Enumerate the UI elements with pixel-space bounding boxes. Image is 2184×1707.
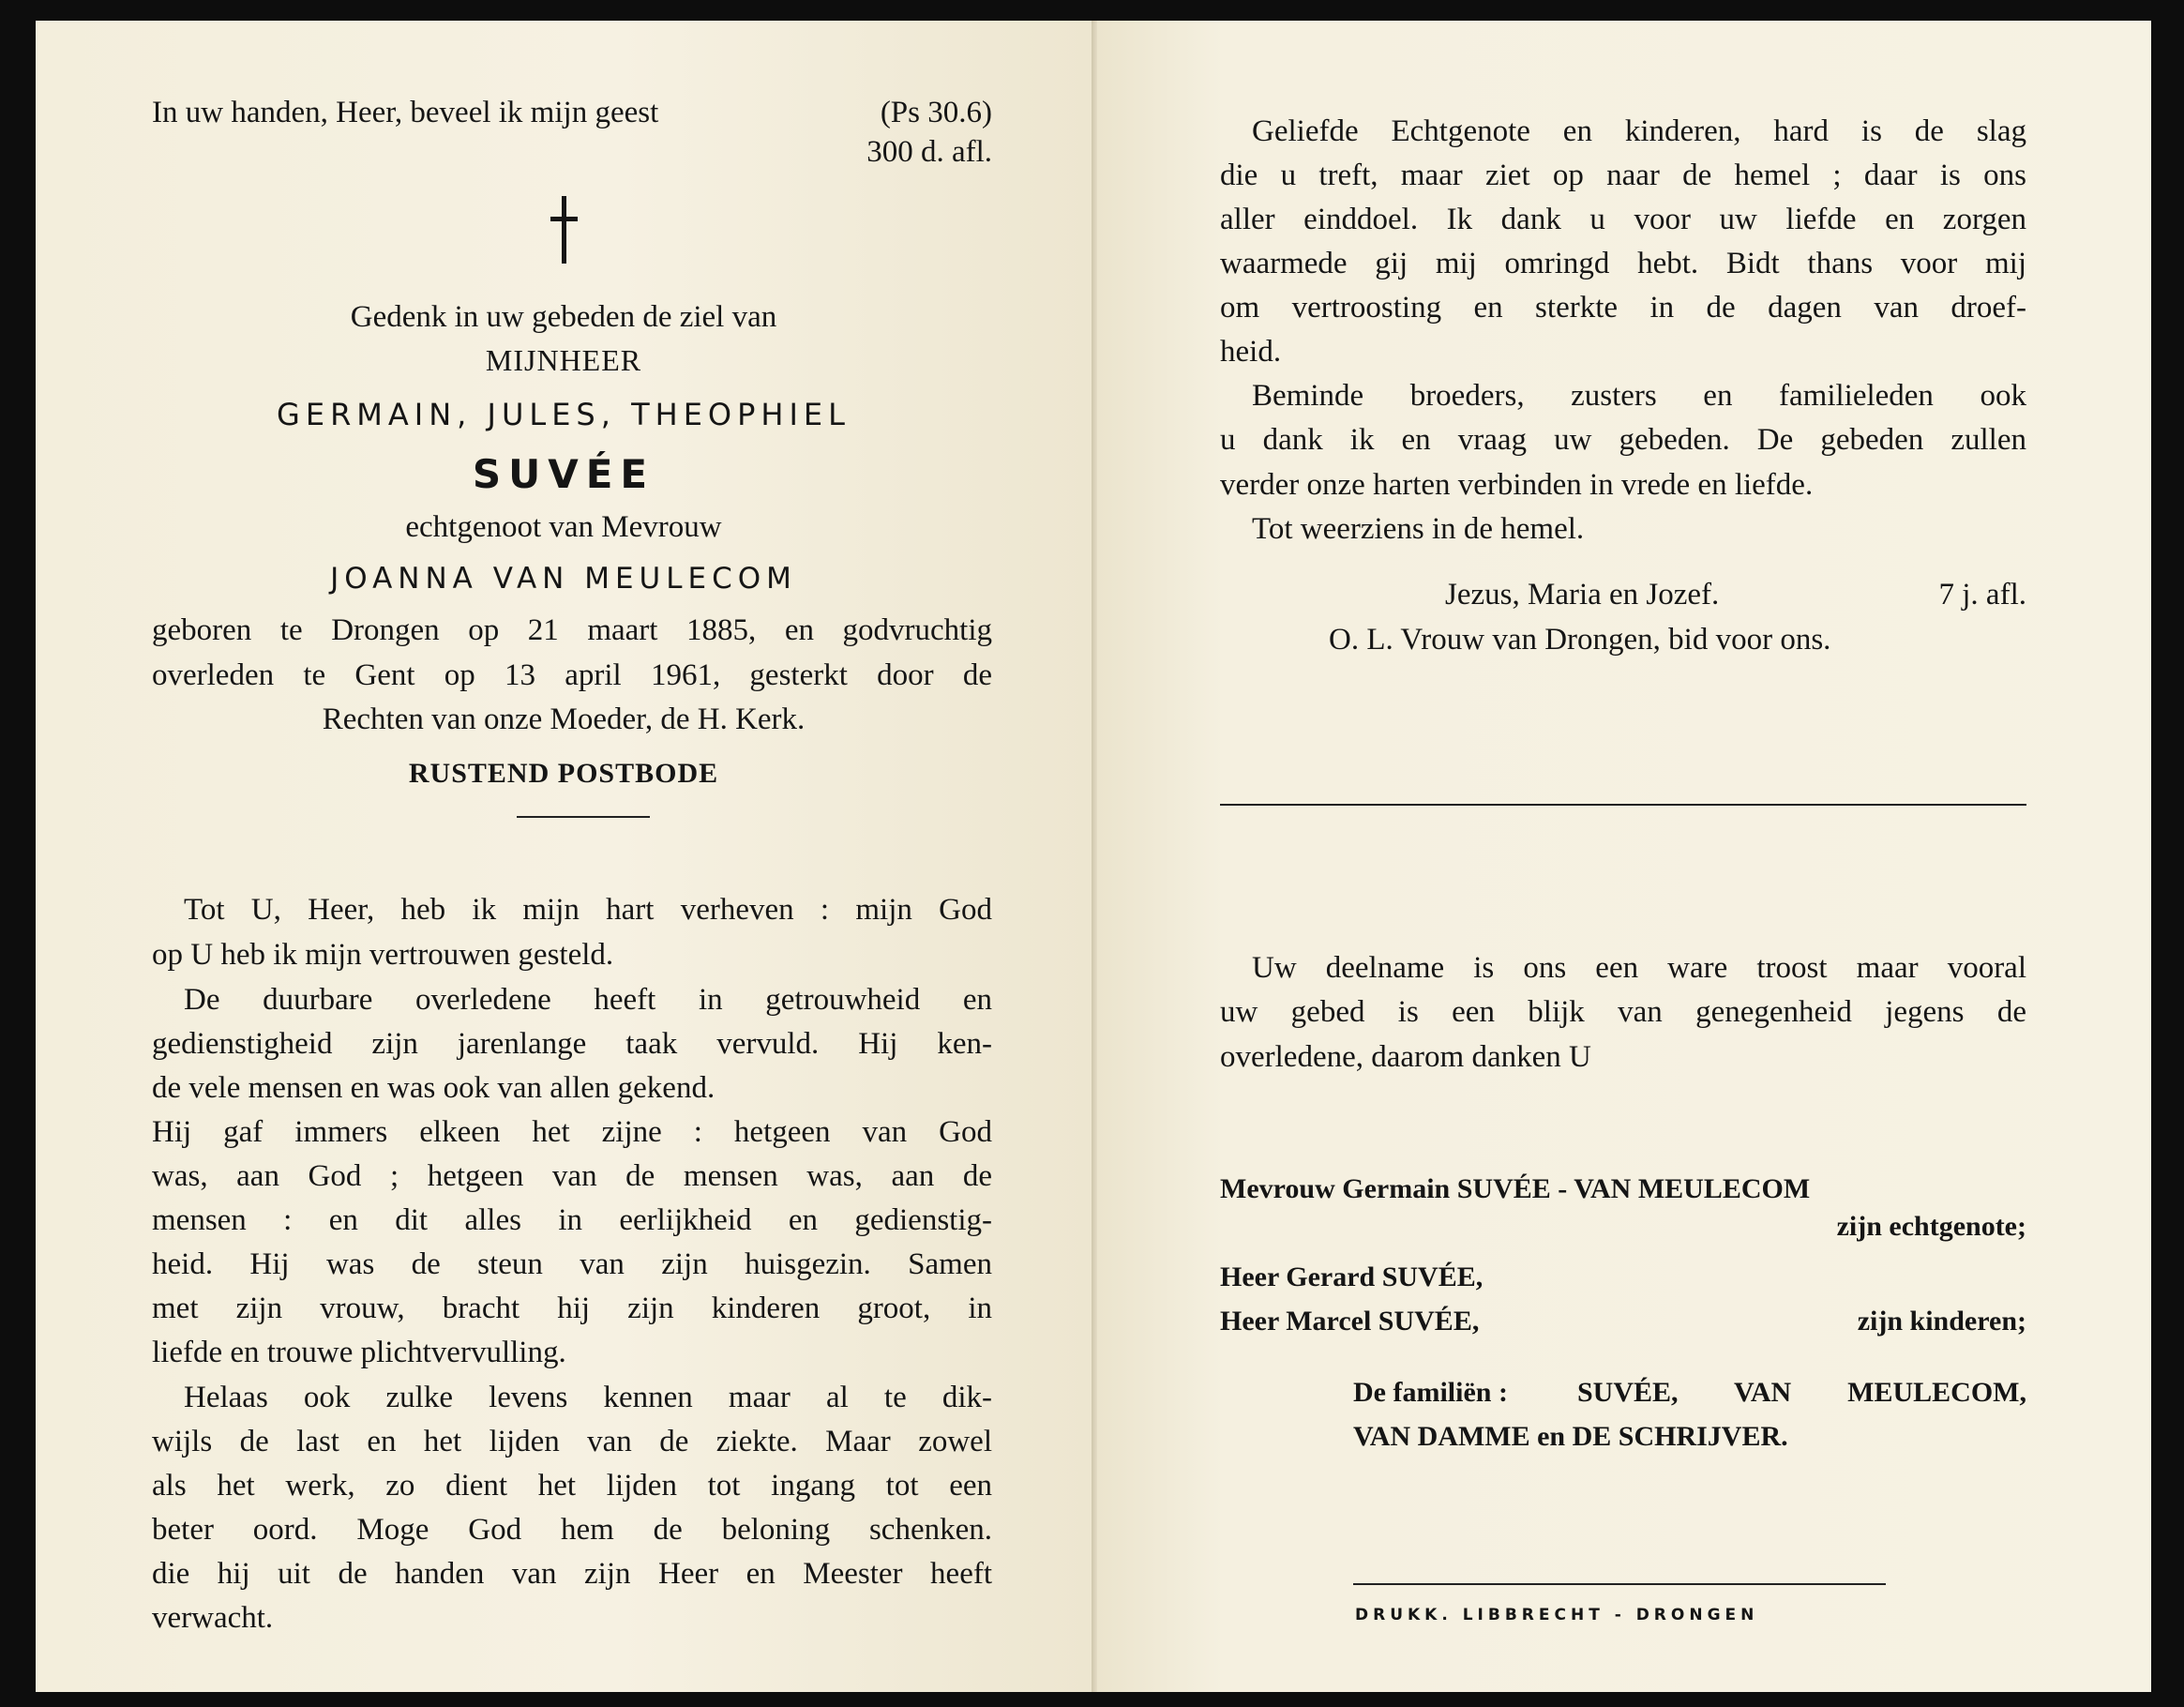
cross-icon xyxy=(545,196,582,264)
memorial-intro: Gedenk in uw gebeden de ziel van xyxy=(350,300,777,334)
farewell-line: aller einddoel. Ik dank u voor uw liefde en zorgen xyxy=(1220,203,2026,236)
body-line: Helaas ook zulke levens kennen maar al te dik- xyxy=(184,1381,992,1414)
body-line: verwacht. xyxy=(152,1601,274,1635)
printer-credit: DRUKK. LIBBRECHT - DRONGEN xyxy=(1355,1606,1759,1624)
body-line: als het werk, zo dient het lijden tot ingang tot een xyxy=(152,1469,992,1503)
body-line: gedienstigheid zijn jarenlange taak vervuld. Hij ken- xyxy=(152,1027,992,1061)
body-line: De duurbare overledene heeft in getrouwheid en xyxy=(184,983,992,1017)
children-role: zijn kinderen; xyxy=(1857,1306,2026,1337)
prayer-invocation: Jezus, Maria en Jozef. xyxy=(1445,578,1720,612)
given-names: GERMAIN, JULES, THEOPHIEL xyxy=(277,397,851,432)
divider xyxy=(1220,804,2026,806)
farewell-line: verder onze harten verbinden in vrede en liefde. xyxy=(1220,468,1814,502)
right-page xyxy=(1097,21,2151,1692)
surname: SUVÉE xyxy=(472,451,655,497)
farewell-line: die u treft, maar ziet op naar de hemel ; daar is ons xyxy=(1220,159,2026,192)
body-line: beter oord. Moge God hem de beloning schenken. xyxy=(152,1513,992,1547)
child-signature: Heer Marcel SUVÉE, xyxy=(1220,1306,1480,1337)
body-line: de vele mensen en was ook van allen gekend. xyxy=(152,1071,715,1105)
body-line: heid. Hij was de steun van zijn huisgezin. Samen xyxy=(152,1247,992,1281)
spouse-intro: echtgenoot van Mevrouw xyxy=(405,510,722,544)
epigraph-indulgence: 300 d. afl. xyxy=(866,135,992,169)
child-signature: Heer Gerard SUVÉE, xyxy=(1220,1261,1484,1292)
prayer-line: O. L. Vrouw van Drongen, bid voor ons. xyxy=(1329,623,1831,657)
divider xyxy=(1353,1583,1886,1585)
occupation: RUSTEND POSTBODE xyxy=(408,758,719,789)
left-page xyxy=(36,21,1092,1692)
prayer-indulgence: 7 j. afl. xyxy=(1938,578,2026,612)
body-line: liefde en trouwe plichtvervulling. xyxy=(152,1336,566,1369)
life-line: Rechten van onze Moeder, de H. Kerk. xyxy=(322,702,806,736)
thanks-line: overledene, daarom danken U xyxy=(1220,1040,1591,1074)
farewell-line: u dank ik en vraag uw gebeden. De gebeden zullen xyxy=(1220,423,2026,457)
body-line: was, aan God ; hetgeen van de mensen was, aan de xyxy=(152,1159,992,1193)
families-label: De familiën : xyxy=(1353,1377,1508,1408)
epigraph-text: In uw handen, Heer, beveel ik mijn geest xyxy=(152,96,659,129)
families-list: SUVÉE, VAN MEULECOM, xyxy=(1577,1377,2026,1408)
spouse-name: JOANNA VAN MEULECOM xyxy=(330,562,797,596)
body-line: mensen : en dit alles in eerlijkheid en gedienstig- xyxy=(152,1203,992,1237)
epigraph-reference: (Ps 30.6) xyxy=(880,96,992,129)
thanks-line: Uw deelname is ons een ware troost maar vooral xyxy=(1252,951,2026,985)
divider xyxy=(517,816,650,818)
spouse-role: zijn echtgenote; xyxy=(1836,1211,2026,1242)
farewell-line: Geliefde Echtgenote en kinderen, hard is de slag xyxy=(1252,114,2026,148)
farewell-line: heid. xyxy=(1220,335,1282,369)
body-line: wijls de last en het lijden van de ziekte. Maar zowel xyxy=(152,1425,992,1458)
honorific: MIJNHEER xyxy=(485,343,642,377)
body-line: op U heb ik mijn vertrouwen gesteld. xyxy=(152,938,614,972)
farewell-line: waarmede gij mij omringd hebt. Bidt thans voor mij xyxy=(1220,247,2026,280)
farewell-line: Beminde broeders, zusters en familieleden ook xyxy=(1252,379,2026,413)
life-line: geboren te Drongen op 21 maart 1885, en godvruchtig xyxy=(152,613,992,647)
body-line: Hij gaf immers elkeen het zijne : hetgeen van God xyxy=(152,1115,992,1149)
thanks-line: uw gebed is een blijk van genegenheid jegens de xyxy=(1220,995,2026,1029)
spouse-signature: Mevrouw Germain SUVÉE - VAN MEULECOM xyxy=(1220,1173,1811,1204)
farewell-line: Tot weerziens in de hemel. xyxy=(1252,512,1585,546)
farewell-line: om vertroosting en sterkte in de dagen van droef- xyxy=(1220,291,2026,325)
families-list: VAN DAMME en DE SCHRIJVER. xyxy=(1353,1421,1788,1452)
body-line: Tot U, Heer, heb ik mijn hart verheven : mijn God xyxy=(184,893,992,927)
body-line: met zijn vrouw, bracht hij zijn kinderen groot, in xyxy=(152,1292,992,1325)
body-line: die hij uit de handen van zijn Heer en Meester heeft xyxy=(152,1557,992,1591)
life-line: overleden te Gent op 13 april 1961, gesterkt door de xyxy=(152,658,992,692)
